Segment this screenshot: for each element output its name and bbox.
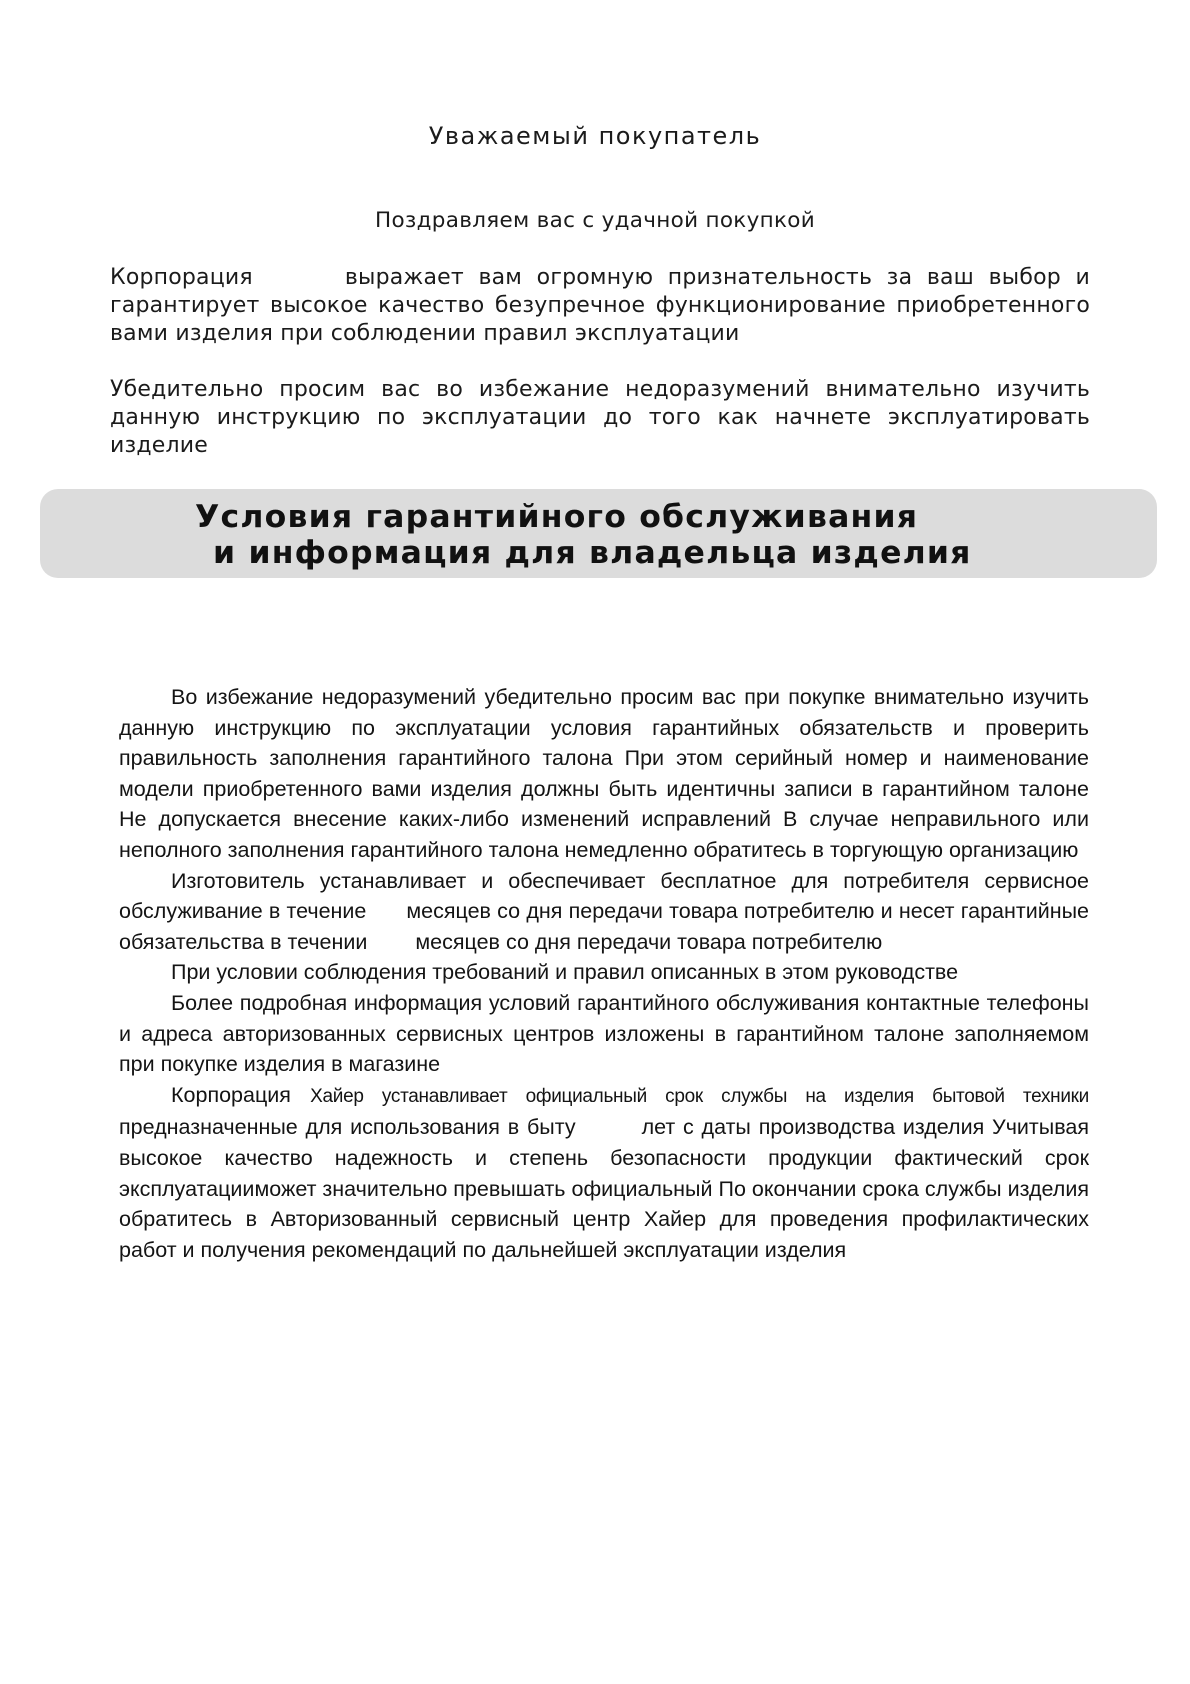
warranty-paragraph-2-part-a: Изготовитель устанавливает и обеспечивает бесплатное для потребителя сервисное обслуживание в течение	[119, 868, 1089, 924]
warranty-paragraph-4: Более подробная информация условий гарантийного обслуживания контактные телефоны и адреса авторизованных сервисных центров изложены в гарантийном талоне заполняемом при покупке изделия в магазине	[119, 990, 1089, 1077]
warranty-paragraph-2-part-b: месяцев со дня передачи товара потребителю и несет гарантийные обязательства в течении	[119, 899, 1090, 954]
banner-title	[195, 499, 972, 571]
congratulations-line: Поздравляем вас с удачной покупкой	[374, 208, 815, 233]
intro-corporation-word: Корпорация	[110, 265, 253, 290]
warranty-paragraph-5-part-b: предназначенные для использования в быту	[119, 1115, 576, 1140]
warranty-paragraph-5-part-a: Хайер устанавливает официальный срок службы на изделия бытовой техники	[310, 1085, 1089, 1107]
warranty-paragraph-2-part-c: месяцев со дня передачи товара потребителю	[415, 929, 883, 954]
warranty-paragraph-2	[119, 866, 1089, 958]
warranty-paragraph-5-part-c: лет с даты производства изделия Учитывая высокое качество надежность и степень безопасности продукции фактический срок эксплуатацииможет значительно превышать официальный По окончании срока службы изделия обратитесь в Авторизованный сервисный центр Хайер для проведения профилактических работ и получения рекомендаций по дальнейшей эксплуатации изделия	[119, 1115, 1089, 1262]
warranty-paragraph-5	[119, 1080, 1089, 1266]
banner-title-line-1: Условия гарантийного обслуживания	[195, 499, 919, 535]
warranty-corporation-word: Корпорация	[171, 1082, 291, 1107]
banner-title-line-2: и информация для владельца изделия	[213, 535, 972, 571]
warranty-paragraph-1: Во избежание недоразумений убедительно просим вас при покупке внимательно изучить данную инструкцию по эксплуатации условия гарантийных обязательств и проверить правильность заполнения гарантийного талона При этом серийный номер и наименование модели приобретенного вами изделия должны быть идентичны записи в гарантийном талоне Не допускается внесение каких-либо изменений исправлений В случае неправильного или неполного заполнения гарантийного талона немедленно обратитесь в торгующую организацию	[119, 685, 1089, 862]
intro-paragraph-1	[110, 264, 1090, 348]
warranty-paragraph-3: При условии соблюдения требований и правил описанных в этом руководстве	[171, 960, 959, 985]
intro-paragraph-1-text: выражает вам огромную признательность за ваш выбор и гарантирует высокое качество безупречное функционирование приобретенного вами изделия при соблюдении правил эксплуатации	[110, 265, 1090, 346]
warranty-body	[119, 682, 1089, 1265]
intro-paragraph-2: Убедительно просим вас во избежание недоразумений внимательно изучить данную инструкцию по эксплуатации до того как начнете эксплуатировать изделие	[110, 377, 1090, 458]
greeting-heading: Уважаемый покупатель	[428, 122, 762, 150]
section-banner	[40, 489, 1157, 578]
